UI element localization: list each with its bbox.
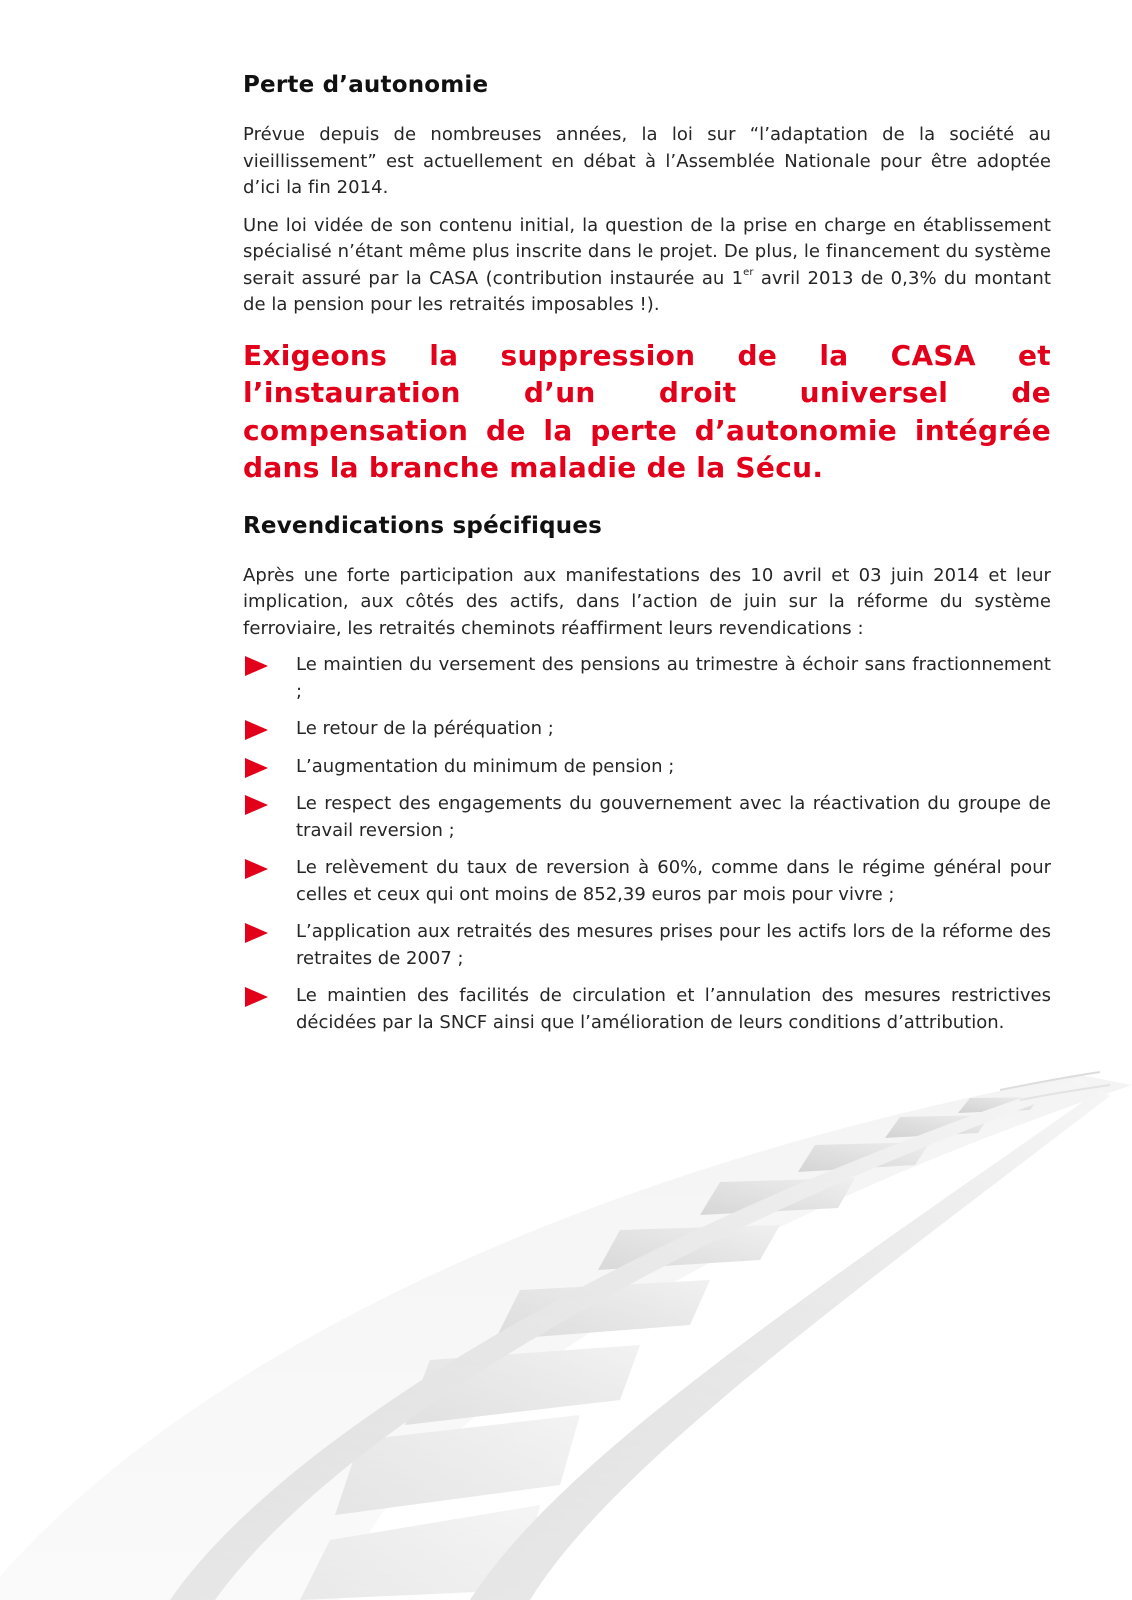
paragraph-revendications-intro: Après une forte participation aux manifestations des 10 avril et 03 juin 2014 et leur implication, aux côtés des actifs, dans l’action de juin sur la réforme du système ferroviaire, les retraités cheminots réaffirment leurs revendications : [243, 564, 1051, 639]
revendications-list [243, 652, 1051, 1036]
section-title-perte-autonomie: Perte d’autonomie [243, 72, 489, 98]
ordinal-superscript: er [743, 266, 754, 278]
list-item [243, 716, 1051, 743]
red-triangle-bullet-icon [245, 656, 268, 676]
list-item-text: Le relèvement du taux de reversion à 60%, comme dans le régime général pour celles et ceux qui ont moins de 852,39 euros par mois pour vivre ; [296, 857, 1051, 905]
red-triangle-bullet-icon [245, 758, 268, 778]
callout-demand: Exigeons la suppression de la CASA et l’instauration d’un droit universel de compensation de la perte d’autonomie intégrée dans la branche maladie de la Sécu. [243, 338, 1051, 484]
list-item [243, 919, 1051, 972]
red-triangle-bullet-icon [245, 923, 268, 943]
page-content [243, 72, 1051, 1047]
red-triangle-bullet-icon [245, 859, 268, 879]
list-item [243, 983, 1051, 1036]
paragraph-casa-text-2: avril 2013 de 0,3% du montant de la pension pour les retraités imposables !). [243, 267, 1051, 315]
red-triangle-bullet-icon [245, 720, 268, 740]
list-item [243, 652, 1051, 705]
paragraph-casa-text-1: Une loi vidée de son contenu initial, la question de la prise en charge en établissement spécialisé n’étant même plus inscrite dans le projet. De plus, le financement du système serait assuré par la CASA (contribution instaurée au 1 [243, 214, 1051, 289]
paragraph-loi-adaptation: Prévue depuis de nombreuses années, la loi sur “l’adaptation de la société au vieillissement” est actuellement en débat à l’Assemblée Nationale pour être adoptée d’ici la fin 2014. [243, 124, 1051, 198]
list-item [243, 754, 1051, 781]
list-item [243, 791, 1051, 844]
section-title-revendications: Revendications spécifiques [243, 512, 603, 539]
red-triangle-bullet-icon [245, 987, 268, 1007]
list-item-text: Le respect des engagements du gouvernement avec la réactivation du groupe de travail reversion ; [296, 793, 1051, 841]
paragraph-casa [243, 213, 1051, 319]
list-item-text: Le maintien des facilités de circulation et l’annulation des mesures restrictives décidées par la SNCF ainsi que l’amélioration de leurs conditions d’attribution. [296, 985, 1051, 1033]
list-item-text: L’augmentation du minimum de pension ; [296, 755, 675, 777]
list-item-text: Le retour de la péréquation ; [296, 718, 554, 739]
railway-track-illustration [0, 1060, 1132, 1600]
list-item-text: L’application aux retraités des mesures prises pour les actifs lors de la réforme des retraites de 2007 ; [296, 921, 1051, 969]
red-triangle-bullet-icon [245, 795, 268, 815]
list-item [243, 855, 1051, 908]
list-item-text: Le maintien du versement des pensions au trimestre à échoir sans fractionnement ; [296, 654, 1051, 702]
